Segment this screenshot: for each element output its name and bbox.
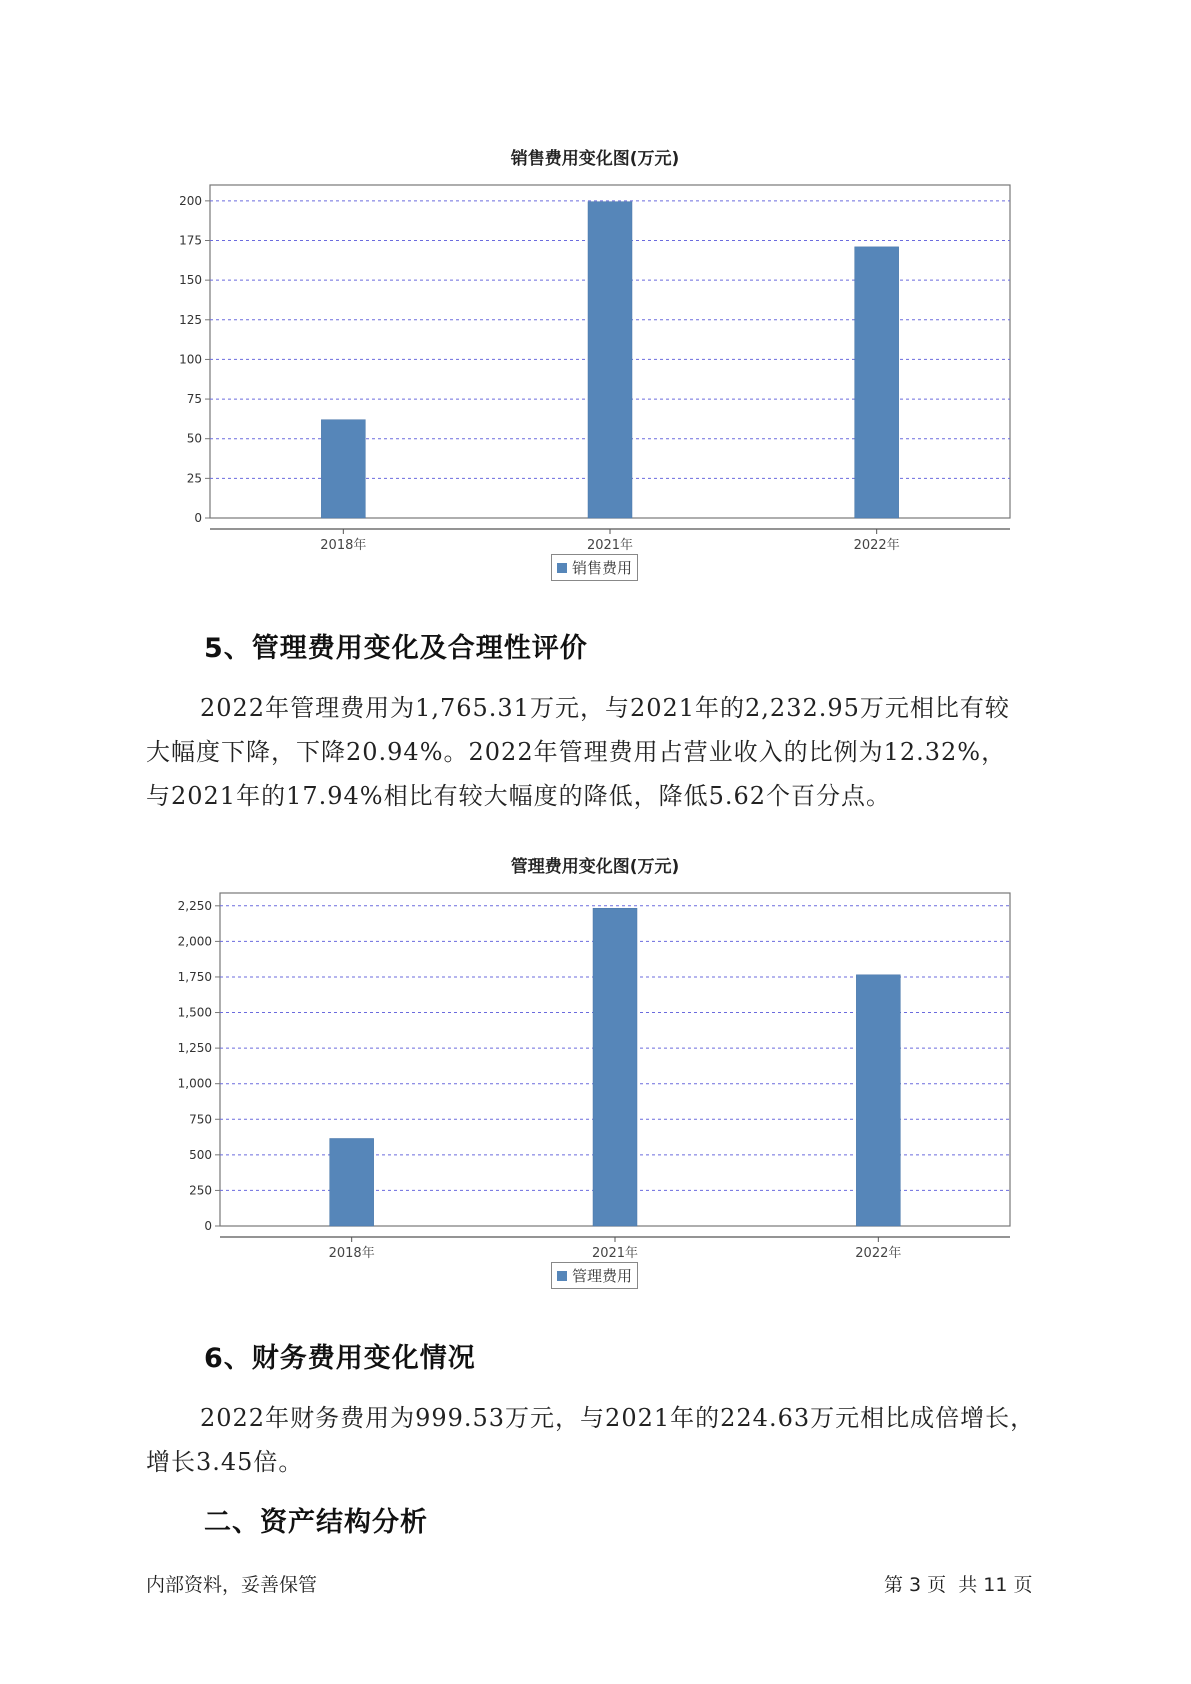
y-tick-label: 75 <box>186 392 202 407</box>
y-tick-label: 1,000 <box>177 1076 212 1091</box>
legend-swatch-icon <box>557 563 567 573</box>
section-5-paragraph <box>146 686 1066 818</box>
y-tick-label: 750 <box>189 1112 212 1127</box>
section-2-heading: 二、资产结构分析 <box>204 1507 428 1538</box>
paragraph-line: 增长3.45倍。 <box>146 1448 304 1476</box>
y-tick-label: 250 <box>189 1183 212 1198</box>
x-tick-label: 2021年 <box>591 1246 639 1261</box>
y-tick-label: 2,250 <box>177 898 212 913</box>
admin-chart-plot <box>150 886 1040 1286</box>
sales-chart-title: 销售费用变化图(万元) <box>510 149 680 169</box>
y-tick-label: 1,250 <box>177 1041 212 1056</box>
y-tick-label: 0 <box>204 1219 212 1233</box>
paragraph-line: 2022年管理费用为1,765.31万元，与2021年的2,232.95万元相比有较 <box>200 694 1010 722</box>
section-6-heading: 6、财务费用变化情况 <box>204 1343 476 1374</box>
y-tick-label: 200 <box>179 193 202 208</box>
y-tick-label: 25 <box>186 471 202 486</box>
x-tick-label: 2022年 <box>855 1246 902 1261</box>
paragraph-line: 大幅度下降，下降20.94%。2022年管理费用占营业收入的比例为12.32%， <box>146 738 1007 766</box>
y-tick-label: 1,500 <box>177 1005 212 1020</box>
y-tick-label: 1,750 <box>177 969 212 984</box>
legend-swatch-icon <box>557 1271 567 1281</box>
y-tick-label: 125 <box>179 312 202 327</box>
y-tick-label: 175 <box>179 233 202 248</box>
admin-chart-title: 管理费用变化图(万元) <box>510 857 680 877</box>
y-tick-label: 0 <box>194 511 202 525</box>
y-tick-label: 2,000 <box>177 934 212 949</box>
admin-chart-legend <box>551 1262 638 1289</box>
paragraph-line: 2022年财务费用为999.53万元，与2021年的224.63万元相比成倍增长， <box>200 1404 1036 1432</box>
footer-page-number: 第 3 页 共 11 页 <box>884 1574 1033 1596</box>
y-tick-label: 500 <box>189 1147 212 1162</box>
y-tick-label: 100 <box>179 352 202 367</box>
x-tick-label: 2018年 <box>328 1246 375 1261</box>
paragraph-line: 与2021年的17.94%相比有较大幅度的降低，降低5.62个百分点。 <box>146 782 892 810</box>
bar <box>593 908 637 1226</box>
y-tick-label: 150 <box>179 273 202 288</box>
footer-confidential: 内部资料，妥善保管 <box>146 1574 318 1596</box>
x-tick-label: 2022年 <box>853 538 900 553</box>
section-5-heading: 5、管理费用变化及合理性评价 <box>204 633 588 664</box>
admin-chart <box>150 848 1040 1298</box>
sales-chart-legend <box>551 554 638 581</box>
x-tick-label: 2018年 <box>320 538 367 553</box>
section-6-paragraph <box>146 1396 1066 1484</box>
bar <box>330 1138 374 1226</box>
sales-chart <box>150 140 1040 590</box>
bar <box>321 420 365 518</box>
bar <box>588 202 632 518</box>
x-tick-label: 2021年 <box>586 538 634 553</box>
bar <box>855 247 899 518</box>
sales-legend-label: 销售费用 <box>572 559 633 577</box>
admin-legend-label: 管理费用 <box>572 1267 633 1285</box>
bar <box>856 975 900 1226</box>
sales-chart-plot <box>150 178 1040 578</box>
y-tick-label: 50 <box>186 431 202 446</box>
